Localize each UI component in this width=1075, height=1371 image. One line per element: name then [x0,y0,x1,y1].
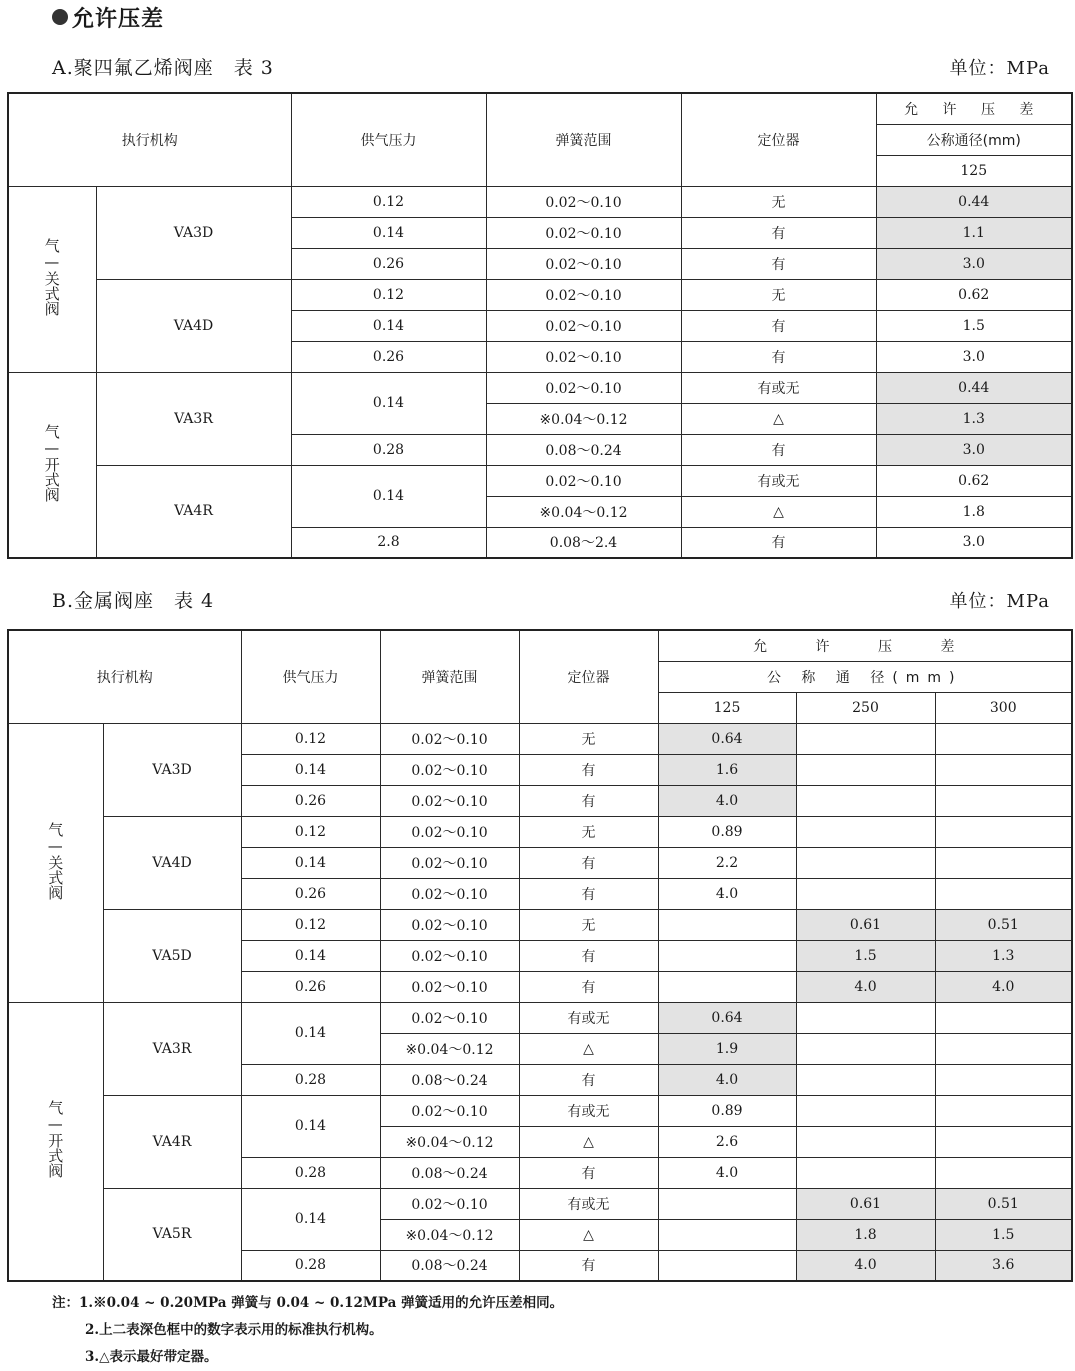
supply-pressure: 0.26 [241,971,380,1002]
dp-125: 0.62 [876,465,1072,496]
header-actuator: 执行机构 [8,630,241,723]
table-row [8,372,1072,403]
model-name: VA4D [103,816,241,909]
table-b-unit: 单位：MPa [949,591,1050,612]
dp-125 [658,940,796,971]
dp-125 [658,1219,796,1250]
dp-300 [935,1095,1072,1126]
supply-pressure: 0.12 [241,816,380,847]
spring-range: 0.08～0.24 [380,1157,519,1188]
dp-250: 0.61 [796,1188,935,1219]
spring-range: 0.02～0.10 [380,878,519,909]
dp-300: 4.0 [935,971,1072,1002]
dp-300 [935,1064,1072,1095]
dp-125: 4.0 [658,785,796,816]
bullet-icon [52,9,68,25]
positioner: 有或无 [681,465,876,496]
table-row [8,723,1072,754]
model-name: VA4R [96,465,291,558]
table-row [8,816,1072,847]
header-nominal-diameter: 公 称 通 径(mm) [658,661,1072,692]
spring-range: ※0.04～0.12 [486,496,681,527]
model-name: VA3R [96,372,291,465]
header-positioner: 定位器 [681,93,876,186]
positioner: 有或无 [519,1095,658,1126]
header-supply-pressure: 供气压力 [291,93,486,186]
header-size-125: 125 [658,692,796,723]
table-row [8,909,1072,940]
supply-pressure: 0.14 [241,1095,380,1157]
table-row [8,465,1072,496]
supply-pressure: 0.26 [241,785,380,816]
group-label: 气—开式阀 [8,1002,103,1281]
positioner: 有 [519,971,658,1002]
dp-125: 0.89 [658,1095,796,1126]
positioner: 有 [519,940,658,971]
dp-125 [658,909,796,940]
dp-125: 0.44 [876,372,1072,403]
group-label: 气—关式阀 [8,723,103,1002]
dp-300 [935,785,1072,816]
dp-125: 4.0 [658,878,796,909]
dp-125: 2.6 [658,1126,796,1157]
spring-range: 0.08～0.24 [380,1064,519,1095]
spring-range: ※0.04～0.12 [486,403,681,434]
dp-250: 4.0 [796,1250,935,1281]
header-supply-pressure: 供气压力 [241,630,380,723]
dp-250: 1.5 [796,940,935,971]
header-size-300: 300 [935,692,1072,723]
dp-125: 3.0 [876,248,1072,279]
dp-250 [796,1033,935,1064]
positioner: 有 [519,785,658,816]
dp-125: 1.9 [658,1033,796,1064]
dp-300 [935,1002,1072,1033]
positioner: △ [681,496,876,527]
spring-range: ※0.04～0.12 [380,1033,519,1064]
spring-range: 0.02～0.10 [486,310,681,341]
positioner: 有 [519,847,658,878]
positioner: 有或无 [519,1188,658,1219]
supply-pressure: 0.26 [291,248,486,279]
supply-pressure: 0.28 [291,434,486,465]
positioner: 有 [681,434,876,465]
spring-range: 0.02～0.10 [380,816,519,847]
spring-range: 0.02～0.10 [380,909,519,940]
supply-pressure: 0.26 [291,341,486,372]
dp-250 [796,878,935,909]
supply-pressure: 0.14 [241,754,380,785]
dp-250 [796,754,935,785]
positioner: 无 [681,279,876,310]
model-name: VA4R [103,1095,241,1188]
table-a-caption: A.聚四氟乙烯阀座 表 3 [52,57,274,79]
dp-125: 3.0 [876,527,1072,558]
positioner: 有 [519,1064,658,1095]
note-1: 注：1.※0.04 ~ 0.20MPa 弹簧与 0.04 ~ 0.12MPa 弹簧适用的允许压差相同。 [52,1295,564,1311]
header-size-125: 125 [876,155,1072,186]
positioner: 有 [681,310,876,341]
spring-range: 0.08～2.4 [486,527,681,558]
dp-300: 1.5 [935,1219,1072,1250]
positioner: △ [519,1219,658,1250]
spring-range: 0.02～0.10 [380,1095,519,1126]
spring-range: ※0.04～0.12 [380,1219,519,1250]
model-name: VA3D [96,186,291,279]
supply-pressure: 0.14 [241,1188,380,1250]
supply-pressure: 0.14 [291,217,486,248]
table-b-caption: B.金属阀座 表 4 [52,590,215,612]
positioner: △ [519,1033,658,1064]
spring-range: 0.02～0.10 [380,971,519,1002]
header-actuator: 执行机构 [8,93,291,186]
positioner: 无 [519,723,658,754]
positioner: 有 [519,878,658,909]
table-row [8,1095,1072,1126]
dp-300: 0.51 [935,1188,1072,1219]
table-row [8,279,1072,310]
supply-pressure: 0.12 [241,909,380,940]
spring-range: 0.02～0.10 [486,248,681,279]
table-a-unit: 单位：MPa [949,58,1050,79]
supply-pressure: 0.28 [241,1157,380,1188]
positioner: 有 [519,1157,658,1188]
spring-range: 0.02～0.10 [380,847,519,878]
positioner: 有 [681,341,876,372]
heading-text: 允许压差 [72,7,165,32]
group-label: 气—关式阀 [8,186,96,372]
spring-range: 0.02～0.10 [486,217,681,248]
dp-250 [796,1095,935,1126]
spring-range: 0.02～0.10 [486,186,681,217]
positioner: 无 [519,816,658,847]
positioner: △ [681,403,876,434]
supply-pressure: 0.14 [241,940,380,971]
dp-300 [935,847,1072,878]
dp-250: 4.0 [796,971,935,1002]
dp-250 [796,1157,935,1188]
dp-125: 3.0 [876,341,1072,372]
dp-125: 3.0 [876,434,1072,465]
dp-300 [935,754,1072,785]
header-allowable-dp: 允 许 压 差 [658,630,1072,661]
supply-pressure: 2.8 [291,527,486,558]
dp-300 [935,1157,1072,1188]
supply-pressure: 0.26 [241,878,380,909]
supply-pressure: 0.12 [291,279,486,310]
dp-125: 4.0 [658,1157,796,1188]
dp-300 [935,878,1072,909]
spring-range: 0.08～0.24 [380,1250,519,1281]
table-row [8,1002,1072,1033]
header-spring-range: 弹簧范围 [486,93,681,186]
supply-pressure: 0.14 [241,1002,380,1064]
spring-range: ※0.04～0.12 [380,1126,519,1157]
model-name: VA5D [103,909,241,1002]
supply-pressure: 0.12 [291,186,486,217]
spring-range: 0.02～0.10 [380,723,519,754]
dp-125: 0.44 [876,186,1072,217]
positioner: 有 [681,217,876,248]
dp-125 [658,1188,796,1219]
dp-250: 1.8 [796,1219,935,1250]
dp-300 [935,723,1072,754]
group-label: 气—开式阀 [8,372,96,558]
supply-pressure: 0.28 [241,1250,380,1281]
positioner: 有或无 [681,372,876,403]
supply-pressure: 0.28 [241,1064,380,1095]
positioner: 有或无 [519,1002,658,1033]
positioner: △ [519,1126,658,1157]
dp-250 [796,1002,935,1033]
spring-range: 0.02～0.10 [486,465,681,496]
table-row [8,186,1072,217]
supply-pressure: 0.14 [291,465,486,527]
supply-pressure: 0.14 [291,372,486,434]
supply-pressure: 0.14 [241,847,380,878]
dp-125: 2.2 [658,847,796,878]
positioner: 无 [519,909,658,940]
supply-pressure: 0.12 [241,723,380,754]
dp-300 [935,1033,1072,1064]
spring-range: 0.02～0.10 [380,754,519,785]
dp-300: 1.3 [935,940,1072,971]
section-heading [52,2,164,33]
dp-125: 4.0 [658,1064,796,1095]
table-b [7,629,1073,1282]
table-row [8,1188,1072,1219]
dp-250 [796,785,935,816]
header-allowable-dp: 允 许 压 差 [876,93,1072,124]
table-a [7,92,1073,559]
dp-250 [796,847,935,878]
note-3: 3.△表示最好带定器。 [85,1349,218,1365]
positioner: 有 [681,527,876,558]
dp-300 [935,816,1072,847]
positioner: 有 [519,754,658,785]
notes [52,1290,563,1371]
dp-125: 0.64 [658,1002,796,1033]
dp-250: 0.61 [796,909,935,940]
spring-range: 0.02～0.10 [380,1188,519,1219]
dp-250 [796,1064,935,1095]
model-name: VA5R [103,1188,241,1281]
positioner: 有 [519,1250,658,1281]
dp-300: 0.51 [935,909,1072,940]
supply-pressure: 0.14 [291,310,486,341]
spring-range: 0.02～0.10 [380,940,519,971]
spring-range: 0.02～0.10 [380,1002,519,1033]
dp-125 [658,1250,796,1281]
model-name: VA3D [103,723,241,816]
dp-125: 0.62 [876,279,1072,310]
model-name: VA4D [96,279,291,372]
model-name: VA3R [103,1002,241,1095]
dp-250 [796,816,935,847]
dp-125: 0.89 [658,816,796,847]
dp-125: 1.6 [658,754,796,785]
dp-125: 1.3 [876,403,1072,434]
dp-125: 1.8 [876,496,1072,527]
dp-300: 3.6 [935,1250,1072,1281]
header-size-250: 250 [796,692,935,723]
dp-250 [796,1126,935,1157]
dp-125: 1.5 [876,310,1072,341]
note-2: 2.上二表深色框中的数字表示用的标准执行机构。 [85,1322,383,1338]
dp-125: 1.1 [876,217,1072,248]
header-positioner: 定位器 [519,630,658,723]
dp-300 [935,1126,1072,1157]
spring-range: 0.02～0.10 [486,341,681,372]
positioner: 无 [681,186,876,217]
dp-125: 0.64 [658,723,796,754]
dp-125 [658,971,796,1002]
spring-range: 0.02～0.10 [380,785,519,816]
positioner: 有 [681,248,876,279]
spring-range: 0.02～0.10 [486,372,681,403]
header-spring-range: 弹簧范围 [380,630,519,723]
spring-range: 0.08～0.24 [486,434,681,465]
dp-250 [796,723,935,754]
header-nominal-diameter: 公称通径(mm) [876,124,1072,155]
spring-range: 0.02～0.10 [486,279,681,310]
